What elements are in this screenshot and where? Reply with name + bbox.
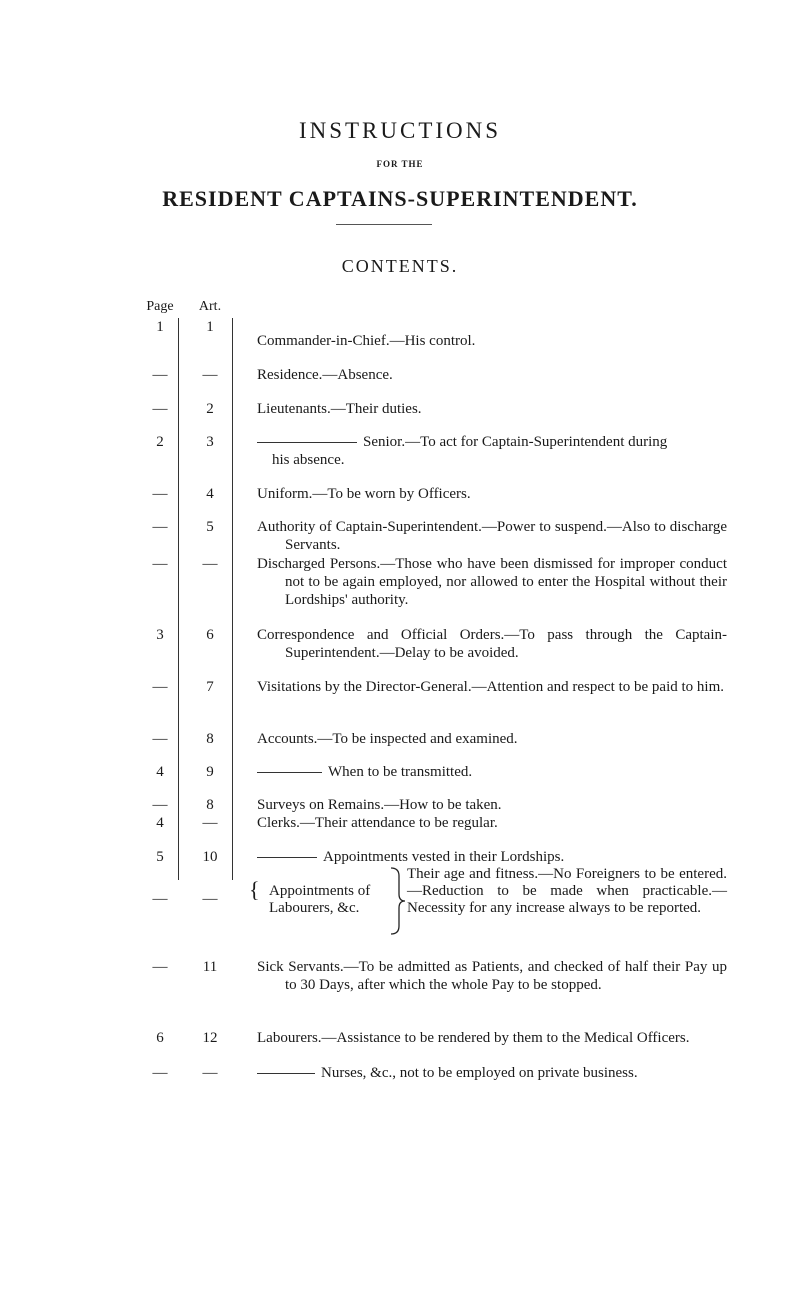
article-number: 10 bbox=[202, 849, 218, 865]
entry-text bbox=[257, 626, 727, 662]
entry-text-wrapped: Correspondence and Official Orders.—To pass through the Captain-Superintendent.—Delay to be avoided. bbox=[257, 627, 727, 661]
entry-text bbox=[257, 848, 727, 866]
page-number: — bbox=[152, 959, 168, 975]
braced-entry-detail: Their age and fitness.—No Foreigners to be entered.—Reduction to be made when practicable.—Necessity for any increase always to be reported. bbox=[407, 866, 727, 916]
for-the-caption: FOR THE bbox=[376, 159, 424, 169]
page-number: — bbox=[152, 486, 168, 502]
article-number: 5 bbox=[206, 519, 214, 535]
page-number: 3 bbox=[156, 627, 164, 643]
entry-text bbox=[257, 555, 727, 609]
contents-row bbox=[0, 866, 800, 936]
entry-text bbox=[257, 1064, 727, 1082]
contents-heading: CONTENTS. bbox=[341, 256, 459, 276]
page-number: — bbox=[152, 797, 168, 813]
entry-text: Uniform.—To be worn by Officers. bbox=[257, 486, 471, 502]
article-number: 9 bbox=[206, 764, 214, 780]
right-brace-icon bbox=[387, 866, 407, 936]
article-number: 2 bbox=[206, 401, 214, 417]
article-number: — bbox=[202, 1065, 218, 1081]
page-number: — bbox=[152, 1065, 168, 1081]
page-number: 4 bbox=[156, 815, 164, 831]
article-number: 12 bbox=[202, 1030, 218, 1046]
ditto-rule bbox=[257, 857, 317, 858]
column-divider bbox=[232, 318, 233, 880]
entry-text: Surveys on Remains.—How to be taken. bbox=[257, 797, 502, 813]
entry-text-line: Appointments vested in their Lordships. bbox=[323, 849, 565, 865]
left-brace-glyph: { bbox=[249, 877, 260, 902]
page-number: — bbox=[152, 519, 168, 535]
ditto-rule bbox=[257, 772, 322, 773]
article-number: 8 bbox=[206, 731, 214, 747]
article-number: — bbox=[202, 556, 218, 572]
article-number: 3 bbox=[206, 434, 214, 450]
entry-text bbox=[257, 763, 727, 781]
entry-text-line: his absence. bbox=[272, 452, 345, 468]
entry-text bbox=[257, 433, 727, 469]
entry-text-wrapped: Authority of Captain-Superintendent.—Power to suspend.—Also to discharge Servants. bbox=[257, 519, 727, 553]
entry-text bbox=[257, 958, 727, 994]
entry-text: Lieutenants.—Their duties. bbox=[257, 401, 422, 417]
document-subtitle: RESIDENT CAPTAINS-SUPERINTENDENT. bbox=[162, 186, 638, 211]
entry-text bbox=[257, 518, 727, 554]
page-column-header: Page bbox=[146, 299, 174, 314]
entry-text-wrapped: Sick Servants.—To be admitted as Patients, and checked of half their Pay up to 30 Days, after which the whole Pay to be stopped. bbox=[257, 959, 727, 993]
article-number: 4 bbox=[206, 486, 214, 502]
page-number: 5 bbox=[156, 849, 164, 865]
article-number: 6 bbox=[206, 627, 214, 643]
entry-text: Clerks.—Their attendance to be regular. bbox=[257, 815, 498, 831]
entry-text-wrapped: Discharged Persons.—Those who have been dismissed for improper conduct not to be again employed, nor allowed to enter the Hospital without their Lordships' authority. bbox=[257, 556, 727, 608]
page-number: — bbox=[152, 556, 168, 572]
page-number: — bbox=[152, 679, 168, 695]
entry-text-wrapped: Labourers.—Assistance to be rendered by them to the Medical Officers. bbox=[257, 1030, 690, 1046]
article-number: 7 bbox=[206, 679, 214, 695]
article-number: — bbox=[202, 367, 218, 383]
entry-text-line: Senior.—To act for Captain-Superintendent during bbox=[363, 434, 668, 450]
entry-text-line: Nurses, &c., not to be employed on private business. bbox=[321, 1065, 638, 1081]
article-number: — bbox=[202, 891, 218, 907]
article-number: 1 bbox=[206, 319, 214, 335]
page-number: 4 bbox=[156, 764, 164, 780]
braced-entry-left bbox=[249, 877, 389, 917]
page-number: — bbox=[152, 401, 168, 417]
article-number: — bbox=[202, 815, 218, 831]
page-number: — bbox=[152, 367, 168, 383]
page-number: 1 bbox=[156, 319, 164, 335]
entry-text: Accounts.—To be inspected and examined. bbox=[257, 731, 518, 747]
document-title: INSTRUCTIONS bbox=[298, 118, 502, 143]
page-number: 2 bbox=[156, 434, 164, 450]
ditto-rule bbox=[257, 442, 357, 443]
braced-entry-heading: Appointments of Labourers, &c. bbox=[269, 883, 371, 916]
article-number: 11 bbox=[202, 959, 218, 975]
art-column-header: Art. bbox=[198, 299, 222, 314]
entry-text bbox=[257, 1029, 727, 1047]
page-number: 6 bbox=[156, 1030, 164, 1046]
page-number: — bbox=[152, 731, 168, 747]
ditto-rule bbox=[257, 1073, 315, 1074]
entry-text-line: When to be transmitted. bbox=[328, 764, 473, 780]
title-rule bbox=[336, 224, 432, 225]
entry-text: Residence.—Absence. bbox=[257, 367, 393, 383]
page-number: — bbox=[152, 891, 168, 907]
entry-text-wrapped: Visitations by the Director-General.—Attention and respect to be paid to him. bbox=[257, 679, 725, 695]
article-number: 8 bbox=[206, 797, 214, 813]
entry-text bbox=[257, 678, 727, 696]
entry-text: Commander-in-Chief.—His control. bbox=[257, 333, 476, 349]
